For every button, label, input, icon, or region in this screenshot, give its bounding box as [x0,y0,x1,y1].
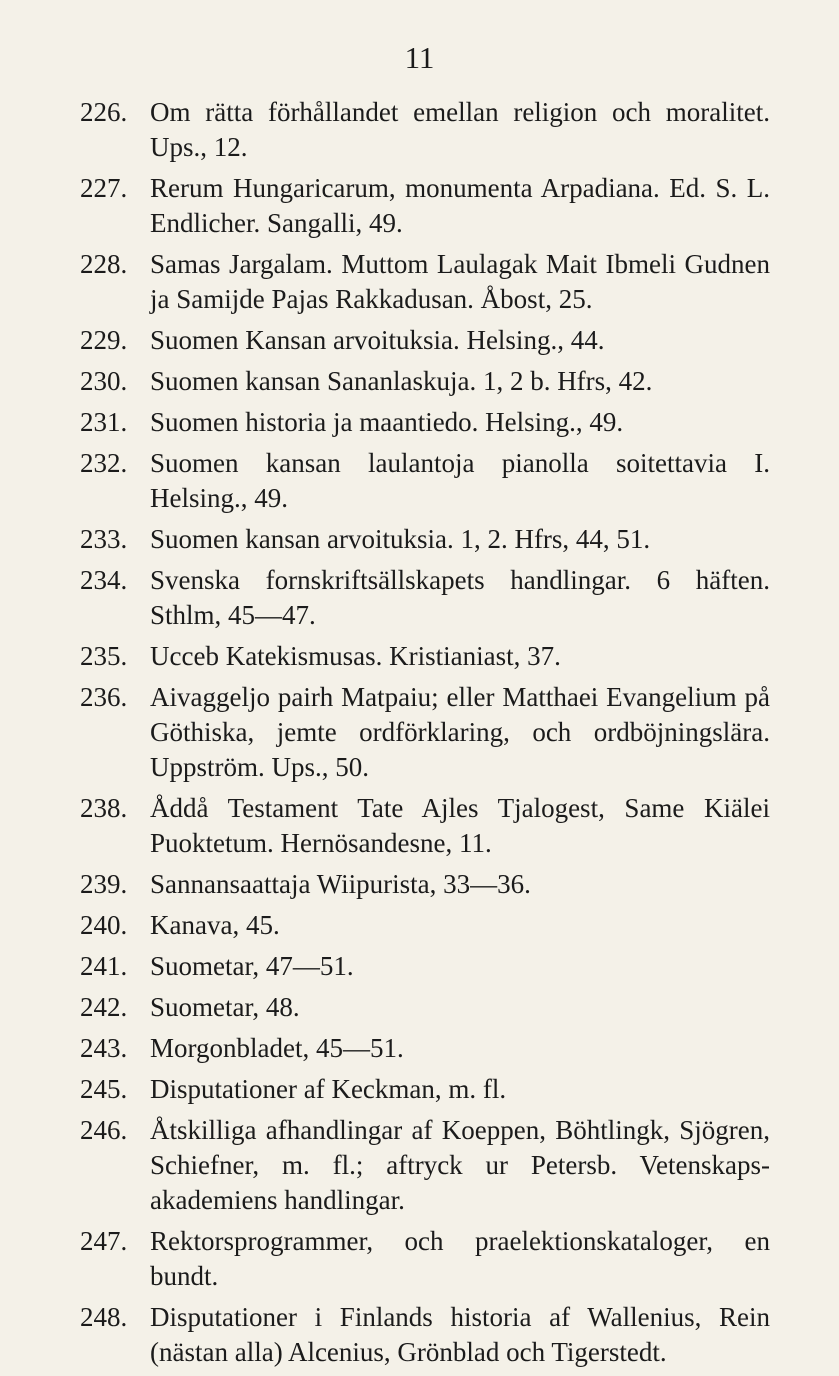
entry-text: Suomen Kansan arvoituksia. Helsing., 44. [150,325,605,355]
catalog-entry [80,446,770,516]
catalog-entry [80,364,770,399]
page-number: 11 [404,40,435,75]
entry-number: 239. [80,869,128,899]
entry-text: Disputationer af Keckman, m. fl. [150,1074,507,1104]
entry-number: 232. [80,448,128,478]
entry-text: Aivaggeljo pairh Matpaiu; eller Matthaei Evangelium på Göthiska, jemte ordförklaring, och ordböjningslära. Uppström. Ups., 50. [150,682,770,782]
entry-text: Suomen kansan laulantoja pianolla soitettavia I. Helsing., 49. [150,448,770,513]
entry-text: Disputationer i Finlands historia af Wallenius, Rein (nästan alla) Alcenius, Grönblad och Tigerstedt. [150,1302,770,1367]
entry-number: 247. [80,1226,128,1256]
catalog-entry [80,639,770,674]
catalog-entries [80,95,770,1376]
entry-text: Ucceb Katekismusas. Kristianiast, 37. [150,641,561,671]
entry-number: 248. [80,1302,128,1332]
entry-text: Åddå Testament Tate Ajles Tjalogest, Same Kiälei Puoktetum. Hernösandesne, 11. [150,793,770,858]
entry-number: 238. [80,793,128,823]
entry-number: 242. [80,992,128,1022]
catalog-entry [80,323,770,358]
catalog-entry [80,908,770,943]
entry-number: 229. [80,325,128,355]
entry-number: 240. [80,910,128,940]
catalog-entry [80,247,770,317]
entry-number: 236. [80,682,128,712]
entry-number: 227. [80,173,128,203]
entry-number: 233. [80,524,128,554]
entry-number: 226. [80,97,128,127]
entry-text: Suomen historia ja maantiedo. Helsing., 49. [150,407,624,437]
entry-number: 228. [80,249,128,279]
entry-text: Morgonbladet, 45—51. [150,1033,404,1063]
entry-number: 230. [80,366,128,396]
entry-number: 245. [80,1074,128,1104]
catalog-entry [80,1300,770,1370]
catalog-entry [80,405,770,440]
entry-number: 231. [80,407,128,437]
catalog-entry [80,522,770,557]
entry-text: Samas Jargalam. Muttom Laulagak Mait Ibmeli Gudnen ja Samijde Pajas Rakkadusan. Åbost, 25. [150,249,770,314]
entry-text: Sannansaattaja Wiipurista, 33—36. [150,869,531,899]
catalog-entry [80,1072,770,1107]
catalog-entry [80,1031,770,1066]
entry-number: 235. [80,641,128,671]
catalog-entry [80,990,770,1025]
catalog-entry [80,563,770,633]
entry-text: Suomen kansan Sananlaskuja. 1, 2 b. Hfrs, 42. [150,366,653,396]
entry-text: Suomen kansan arvoituksia. 1, 2. Hfrs, 44, 51. [150,524,651,554]
entry-text: Suometar, 47—51. [150,951,354,981]
catalog-entry [80,171,770,241]
entry-text: Svenska fornskriftsällskapets handlingar. 6 häften. Sthlm, 45—47. [150,565,770,630]
entry-text: Kanava, 45. [150,910,280,940]
entry-text: Suometar, 48. [150,992,300,1022]
entry-number: 243. [80,1033,128,1063]
entry-text: Om rätta förhållandet emellan religion och moralitet. Ups., 12. [150,97,770,162]
catalog-entry [80,867,770,902]
entry-text: Åtskilliga afhandlingar af Koeppen, Böhtlingk, Sjögren, Schiefner, m. fl.; aftryck ur Petersb. Vetenskaps-akademiens handlingar. [150,1115,770,1215]
catalog-entry [80,680,770,785]
entry-number: 246. [80,1115,128,1145]
catalog-entry [80,949,770,984]
catalog-entry [80,95,770,165]
entry-text: Rektorsprogrammer, och praelektionskataloger, en bundt. [150,1226,770,1291]
catalog-entry [80,1113,770,1218]
entry-number: 241. [80,951,128,981]
catalog-entry [80,1224,770,1294]
entry-number: 234. [80,565,128,595]
catalog-entry [80,791,770,861]
entry-text: Rerum Hungaricarum, monumenta Arpadiana. Ed. S. L. Endlicher. Sangalli, 49. [150,173,770,238]
